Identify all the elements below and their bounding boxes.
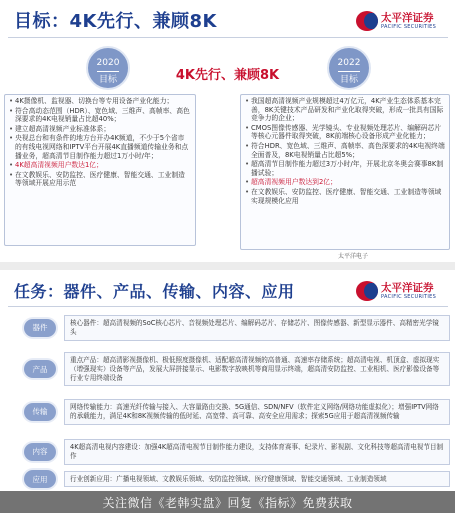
badge-divider [338, 71, 360, 72]
header-divider [8, 37, 448, 38]
task-text-content: 4K超高清电视内容建设：加强4K超高清电视节目制作能力建设，支持体育赛事、纪录片、影视剧、文化科技等超高清电视节目制作 [64, 439, 450, 465]
task-text-applications: 行业创新应用：广播电视领域、文教娱乐领域、安防监控领域、医疗健康领域、智能交通领域、工业制造领域 [64, 471, 450, 488]
goal-item: • 在文教娱乐、安防监控、医疗健康、智能交通、工业制造等领域开展应用示范 [9, 171, 191, 188]
brand-logo [356, 281, 436, 301]
badge-divider [97, 71, 119, 72]
logo-subtitle: PACIFIC SECURITIES [381, 23, 437, 30]
logo-name: 太平洋证券 [381, 11, 434, 24]
goal-item: • 超高清视频用户数达到2亿； [245, 178, 445, 187]
goal-item: • 建立超高清视频产业标准体系； [9, 125, 191, 134]
task-row-products [24, 352, 450, 386]
logo-icon [356, 281, 378, 301]
task-row-applications [24, 470, 450, 488]
task-row-content [24, 439, 450, 465]
slide-goals-header [0, 0, 455, 38]
logo-name: 太平洋证券 [381, 281, 434, 294]
year-2020-sub: 目标 [98, 75, 117, 85]
task-row-transmission [24, 399, 450, 425]
task-text-transmission: 网络传输能力：高速光纤传输与接入、大容量路由交换、5G通信、SDN/NFV（软件定义网络/网络功能虚拟化）；增强IPTV网络的承载能力，满足4K和8K视频传输的低时延、高宽带、高可靠、高安全应用需求；探索5G应用于超高清视频传输 [64, 399, 450, 425]
slide-tasks-title: 任务：器件、产品、传输、内容、应用 [14, 282, 295, 301]
goal-item: • 符合高动态范围（HDR）、宽色域、三维声、高帧率、高色深要求的4K电视销量占比超40%； [9, 107, 191, 124]
slide-separator [0, 262, 455, 270]
year-2020-label: 2020 [96, 58, 120, 68]
year-2020-badge [86, 46, 130, 90]
logo-subtitle: PACIFIC SECURITIES [381, 293, 437, 300]
goal-item: • CMOS图像传感器、光学镜头、专业视频处理芯片、编解码芯片等核心元器件取得突破，8K前端核心设备形成产业化能力； [245, 124, 445, 141]
goals-2022-panel [240, 94, 450, 250]
task-label-applications: 应用 [24, 470, 56, 488]
year-2022-sub: 目标 [339, 75, 358, 85]
task-label-transmission: 传输 [24, 403, 56, 421]
task-label-products: 产品 [24, 360, 56, 378]
slide-goals-title: 目标：4K先行、兼顾8K [14, 11, 217, 32]
task-text-devices: 核心器件：超高清视频的SoC核心芯片、音视频处理芯片、编解码芯片、存储芯片、图像传感器、新型显示器件、高精密光学镜头 [64, 315, 450, 341]
goals-2022-list [241, 95, 449, 208]
header-divider [8, 306, 448, 307]
watermark-banner: 关注微信《老韩实盘》回复《指标》免费获取 [0, 491, 455, 513]
goal-item: • 在文教娱乐、安防监控、医疗健康、智能交通、工业制造等领域实现规模化应用 [245, 188, 445, 205]
task-label-content: 内容 [24, 443, 56, 461]
goal-item: • 我国超高清视频产业规模超过4万亿元，4K产业生态体系基本完善，8K关键技术产品研发和产业化取得突破，形成一批具有国际竞争力的企业； [245, 97, 445, 123]
goal-item: • 4K摄像机、监视器、切换台等专用设备产业化能力； [9, 97, 191, 106]
goal-item: • 符合HDR、宽色域、三维声、高帧率、高色深要求的4K电视终端全面普及，8K电视销量占比超5%； [245, 142, 445, 159]
year-2022-badge [327, 46, 371, 90]
center-title: 4K先行、兼顾8K [175, 68, 280, 83]
slide-tasks [0, 270, 455, 513]
task-label-devices: 器件 [24, 319, 56, 337]
goal-item: • 超高清节目制作能力超过3万小时/年，开展北京冬奥会赛事8K制播试验； [245, 160, 445, 177]
goal-item: • 4K超高清视频用户数达1亿； [9, 161, 191, 170]
brand-logo [356, 11, 436, 31]
task-text-products: 重点产品：超高清影视摄像机、极低照度摄像机、适配超高清视频的高普通、高速率存储系统；超高清电视、机顶盒、虚拟现实（增强现实）设备等产品，发展大屏拼接显示、电影数字放映机等商用显示终端，超高清安防监控、工业相机、医疗影像设备等行业专用终端设备 [64, 352, 450, 386]
goals-2020-panel [4, 94, 196, 246]
goal-item: • 央视总台和有条件的地方台开办4K频道，不少于5个省市的有线电视网络和IPTV平台开展4K直播频道传输业务和点播业务，超高清节目制作能力超过1万小时/年； [9, 134, 191, 160]
task-row-devices [24, 315, 450, 341]
logo-icon [356, 11, 378, 31]
footer-logo: 太平洋电子 [338, 253, 369, 260]
year-2022-label: 2022 [337, 58, 361, 68]
goals-2020-list [5, 95, 195, 191]
